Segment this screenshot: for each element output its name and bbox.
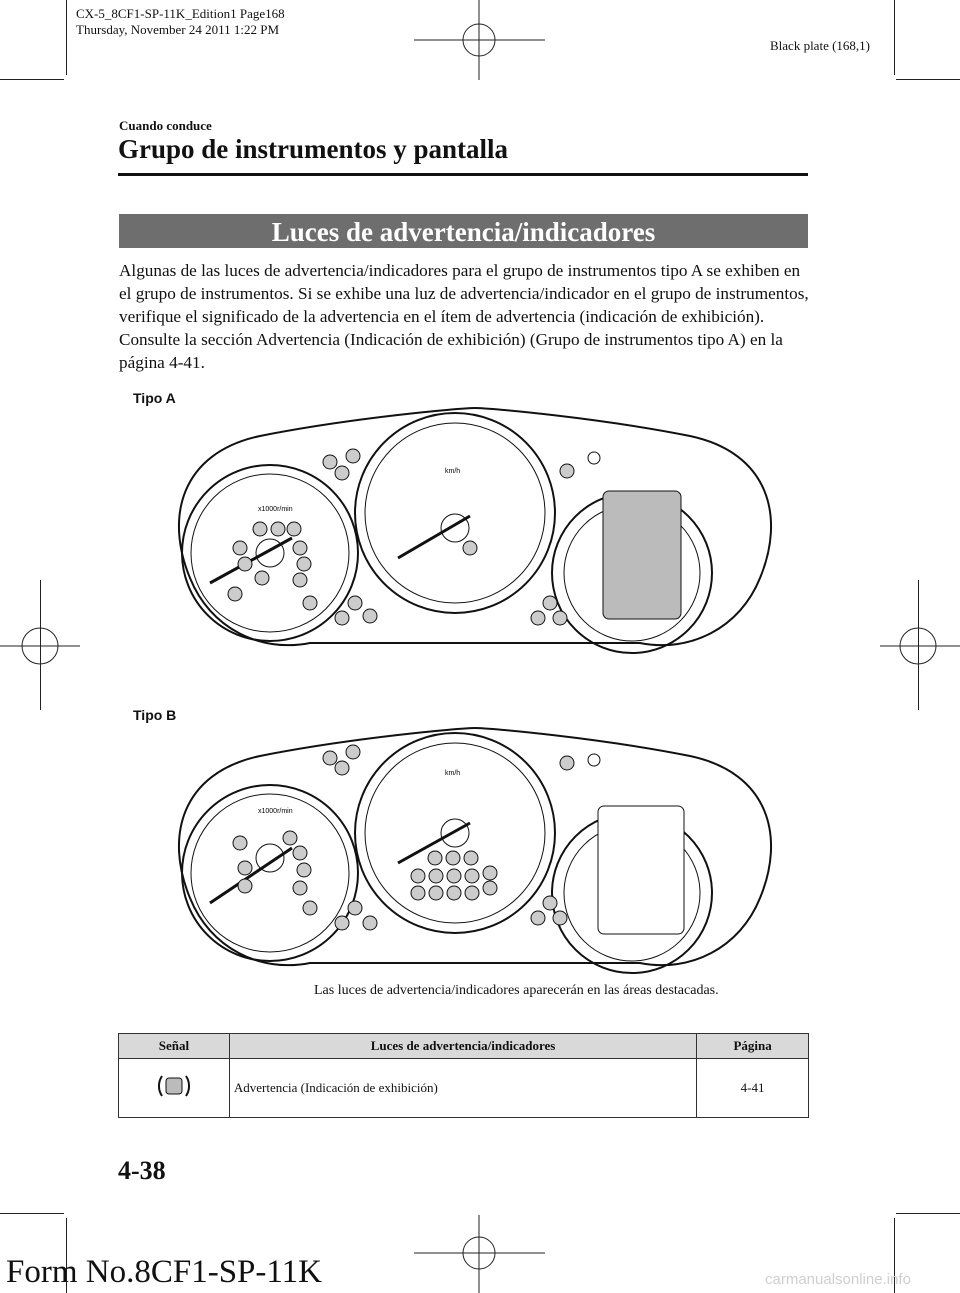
signal-cell xyxy=(119,1059,230,1118)
plate-label: Black plate (168,1) xyxy=(770,38,870,53)
speed-unit-label-b: km/h xyxy=(445,770,461,777)
page-cell: 4-41 xyxy=(697,1059,809,1118)
type-b-label: Tipo B xyxy=(133,707,177,723)
title-rule xyxy=(118,173,808,176)
tach-unit-label-b: x1000r/min xyxy=(258,808,293,815)
tach-unit-label: x1000r/min xyxy=(258,506,293,513)
display-highlight xyxy=(603,491,681,619)
header-lights: Luces de advertencia/indicadores xyxy=(229,1034,696,1059)
print-header-line2: Thursday, November 24 2011 1:22 PM xyxy=(76,22,280,37)
section-banner: Luces de advertencia/indicadores xyxy=(119,214,808,248)
type-a-label: Tipo A xyxy=(133,390,176,406)
figure-caption: Las luces de advertencia/indicadores aparecerán en las áreas destacadas. xyxy=(314,983,719,998)
page-number: 4-38 xyxy=(118,1156,166,1185)
description-cell: Advertencia (Indicación de exhibición) xyxy=(229,1059,696,1118)
speed-unit-label: km/h xyxy=(445,468,461,475)
cluster-diagram-type-b xyxy=(170,718,780,978)
cluster-diagram-type-a xyxy=(170,398,780,658)
form-number: Form No.8CF1-SP-11K xyxy=(6,1254,322,1290)
section-label: Cuando conduce xyxy=(119,118,212,133)
table-row xyxy=(119,1059,809,1118)
display-warning-icon xyxy=(154,1066,194,1106)
header-page: Página xyxy=(697,1034,809,1059)
watermark: carmanualsonline.info xyxy=(765,1271,911,1288)
page-title: Grupo de instrumentos y pantalla xyxy=(118,134,509,164)
signal-table xyxy=(118,1033,809,1118)
table-header-row xyxy=(119,1034,809,1059)
print-header-line1: CX-5_8CF1-SP-11K_Edition1 Page168 xyxy=(76,6,285,21)
body-paragraph: Algunas de las luces de advertencia/indicadores para el grupo de instrumentos tipo A se exhiben en el grupo de instrumentos. Si se exhibe una luz de advertencia/indicador en el grupo de instrumentos, verifique el significado de la advertencia en el ítem de advertencia (indicación de exhibición). Consulte la sección Advertencia (Indicación de exhibición) (Grupo de instrumentos tipo A) en la página 4-41. xyxy=(119,261,809,372)
header-signal: Señal xyxy=(119,1034,230,1059)
